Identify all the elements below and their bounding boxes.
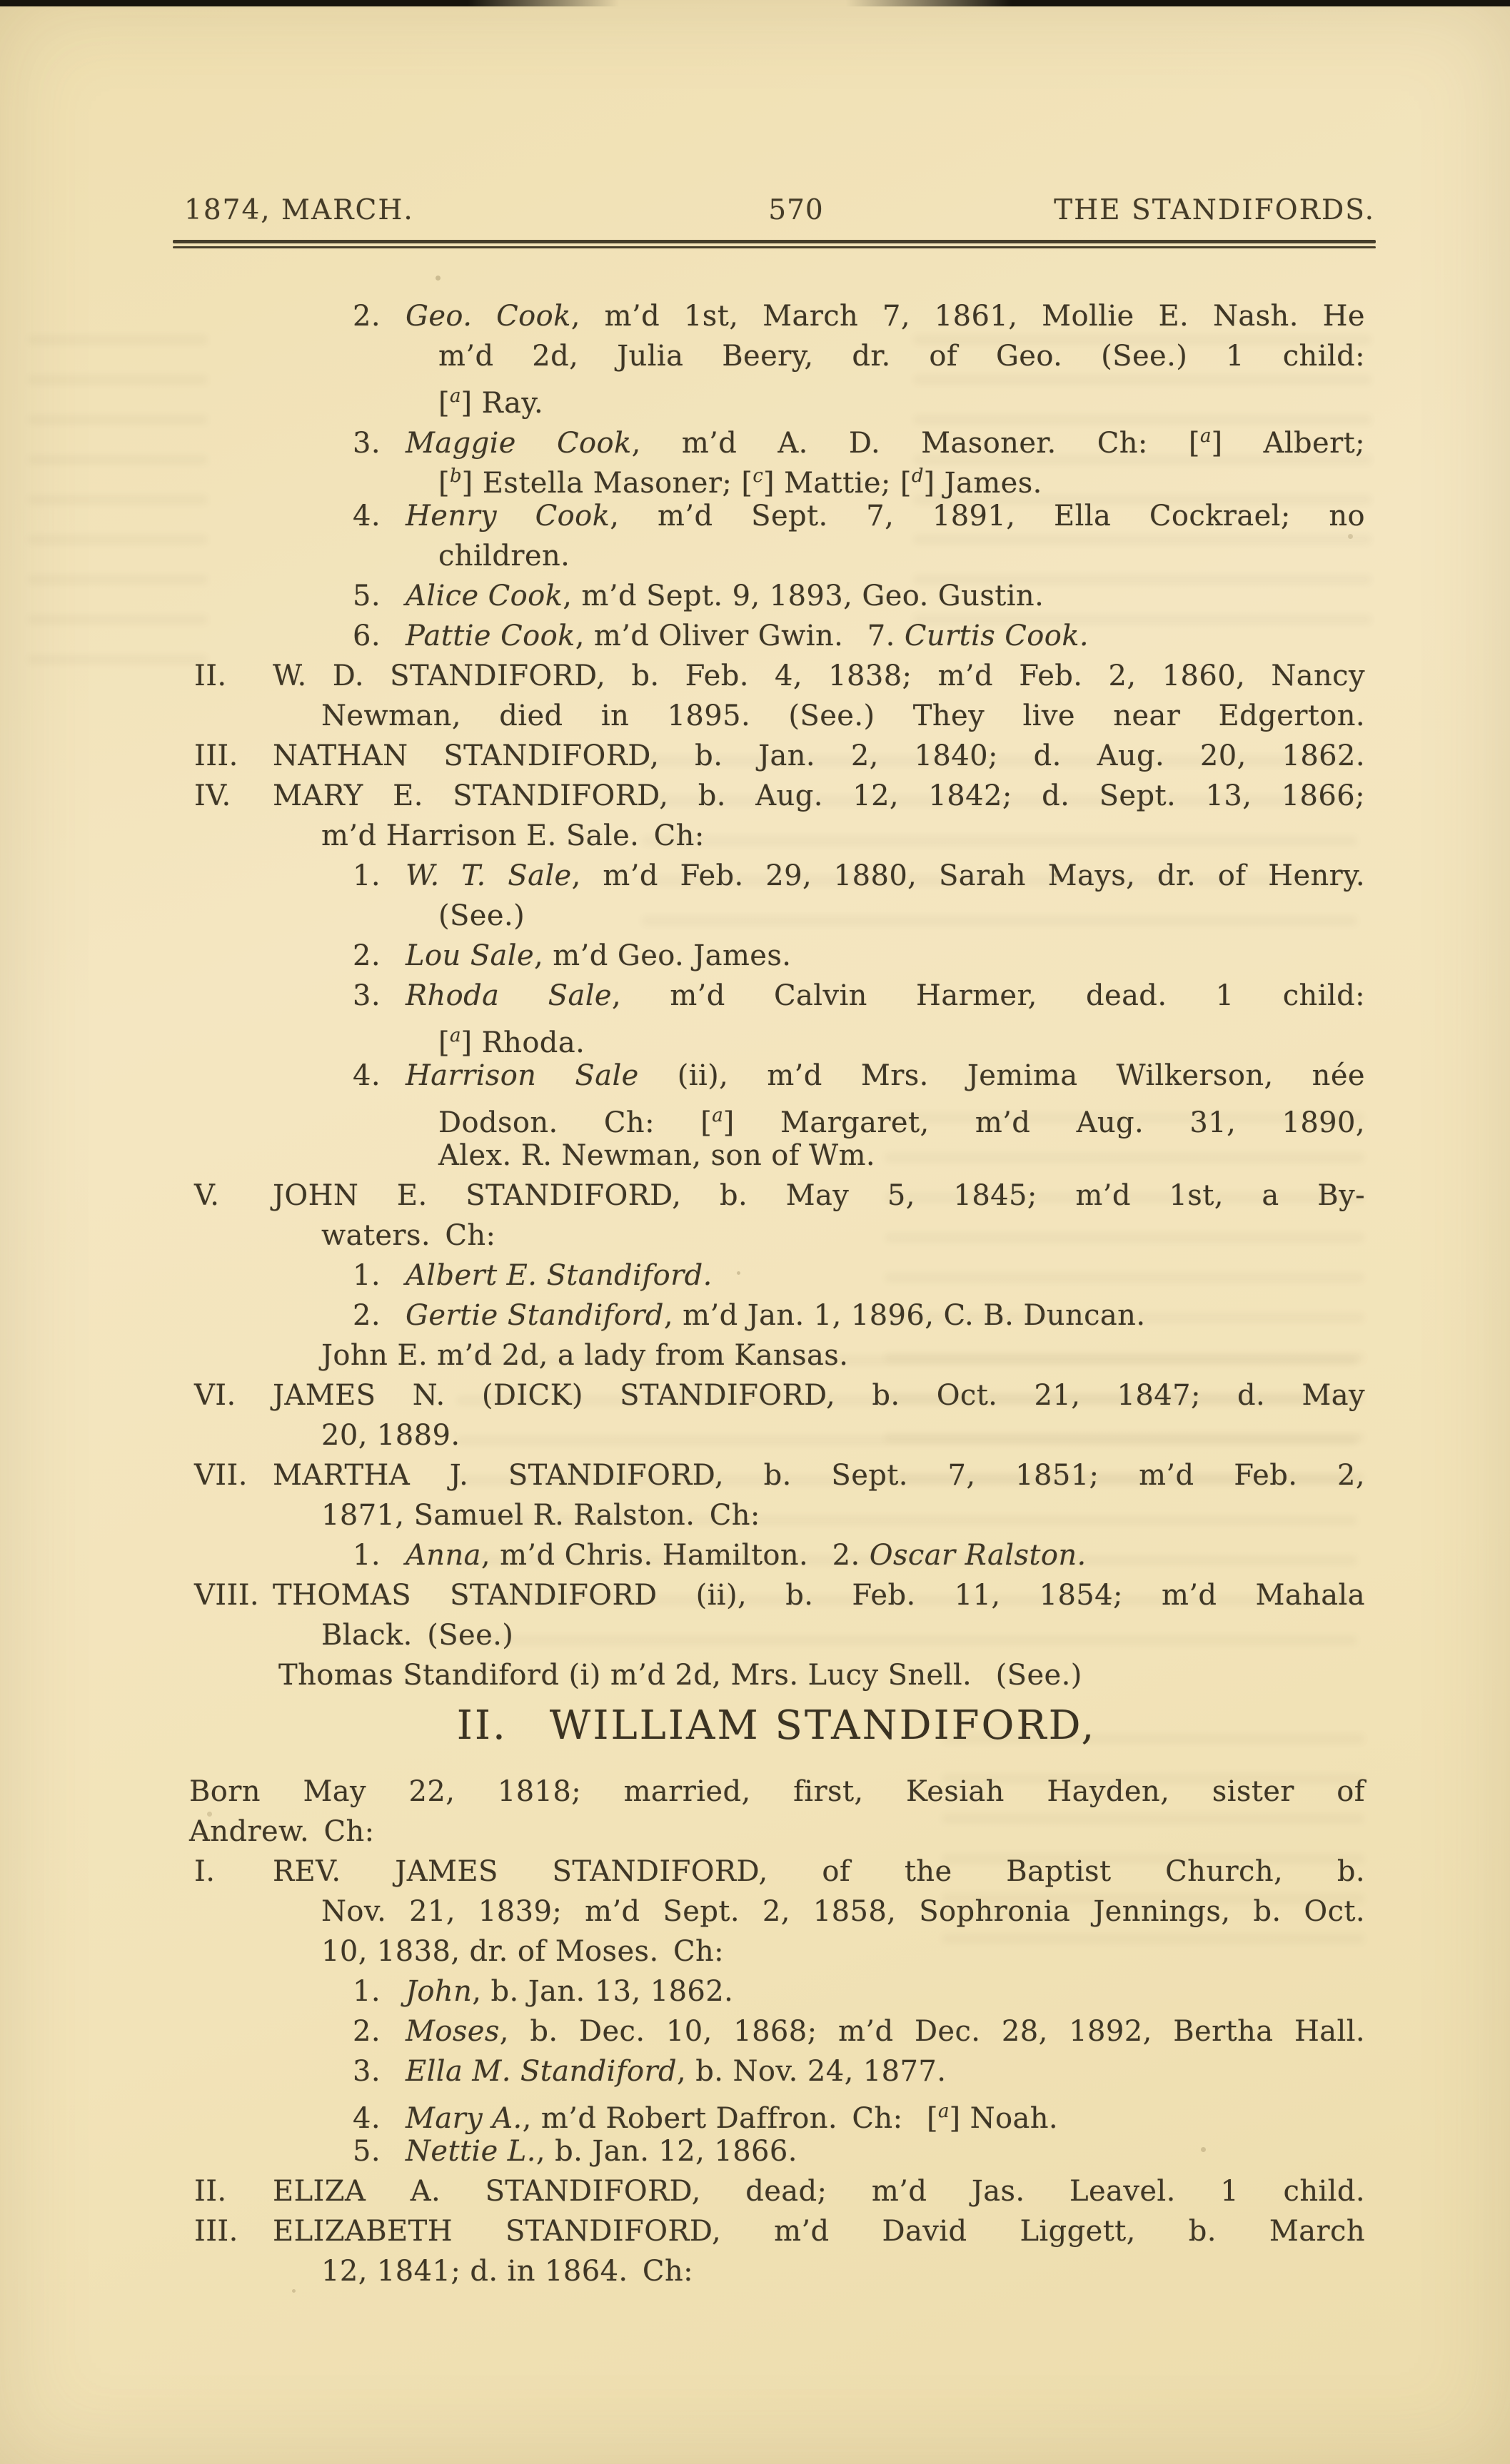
text-line: [0, 736, 1365, 776]
text-segment: , m’d Calvin Harmer, dead. 1 child:: [611, 979, 1365, 1012]
page-number: 570: [768, 194, 824, 226]
text-line: [0, 1296, 1365, 1335]
text-segment: Rhoda Sale: [406, 979, 612, 1012]
text-line: [0, 2171, 1365, 2211]
text-segment: , m’d Jan. 1, 1896, C. B. Duncan.: [663, 1299, 1146, 1332]
text-line: [0, 1971, 1365, 2011]
text-line: [0, 536, 1365, 576]
section2-lines: [0, 1772, 1365, 2291]
text-segment: Pattie Cook: [406, 620, 575, 652]
text-line: [0, 1892, 1365, 1932]
text-segment: 20, 1889.: [321, 1419, 460, 1452]
text-line: [0, 1812, 1365, 1852]
text-segment: JAMES N. (DICK) STANDIFORD, b. Oct. 21, 1847; d. May: [273, 1379, 1365, 1412]
text-segment: [: [438, 387, 451, 420]
text-segment: Curtis Cook.: [904, 620, 1089, 652]
text-segment: Oscar Ralston.: [869, 1539, 1087, 1572]
text-segment: ] Ray.: [460, 387, 544, 420]
text-segment: ] James.: [923, 467, 1042, 500]
text-segment: Albert E. Standiford.: [406, 1259, 713, 1292]
list-number: 6.: [353, 620, 381, 652]
text-segment: a: [712, 1105, 723, 1126]
text-segment: [: [438, 467, 451, 500]
text-segment: ELIZA A. STANDIFORD, dead; m’d Jas. Leavel. 1 child.: [273, 2175, 1365, 2208]
text-segment: , b. Nov. 24, 1877.: [677, 2055, 947, 2088]
text-segment: , m’d Sept. 9, 1893, Geo. Gustin.: [563, 580, 1045, 612]
rule-thin-line: [173, 246, 1376, 248]
list-number: VII.: [194, 1459, 248, 1492]
text-line: [0, 1575, 1365, 1615]
list-number: 2.: [353, 2015, 381, 2048]
text-segment: Geo. Cook: [406, 300, 571, 333]
text-line: [0, 1655, 1365, 1695]
text-line: [0, 1495, 1365, 1535]
list-number: 4.: [353, 2102, 381, 2135]
list-number: III.: [194, 2215, 238, 2248]
text-line: [0, 1176, 1365, 1216]
text-segment: Thomas Standiford (i) m’d 2d, Mrs. Lucy Snell. (See.): [278, 1659, 1082, 1692]
text-line: [0, 496, 1365, 536]
list-number: 3.: [353, 427, 381, 460]
text-segment: a: [450, 1025, 461, 1046]
text-line: [0, 776, 1365, 816]
text-segment: Dodson. Ch: [: [438, 1106, 713, 1139]
text-segment: Andrew. Ch:: [189, 1815, 375, 1848]
list-number: II.: [194, 2175, 227, 2208]
text-segment: JOHN E. STANDIFORD, b. May 5, 1845; m’d 1st, a By-: [273, 1179, 1365, 1212]
text-segment: 12, 1841; d. in 1864. Ch:: [321, 2255, 693, 2288]
list-number: 1.: [353, 859, 381, 892]
text-segment: Maggie Cook: [406, 427, 632, 460]
text-segment: , b. Jan. 13, 1862.: [472, 1975, 734, 2008]
text-segment: Alice Cook: [406, 580, 563, 612]
text-segment: MARY E. STANDIFORD, b. Aug. 12, 1842; d. Sept. 13, 1866;: [273, 779, 1365, 812]
text-line: [0, 696, 1365, 736]
list-number: I.: [194, 1855, 216, 1888]
text-line: [0, 2211, 1365, 2251]
text-segment: ] Margaret, m’d Aug. 31, 1890,: [723, 1106, 1365, 1139]
text-segment: Gertie Standiford: [406, 1299, 664, 1332]
text-line: [0, 456, 1365, 500]
text-segment: Harrison Sale: [406, 1059, 639, 1092]
scan-edge-strip: [0, 0, 1510, 6]
header-book-title: THE STANDIFORDS.: [1054, 194, 1375, 226]
text-segment: a: [450, 385, 461, 407]
text-segment: Newman, died in 1895. (See.) They live near Edgerton.: [321, 700, 1365, 732]
text-line: [0, 296, 1365, 336]
rule-thick-line: [173, 240, 1376, 243]
text-line: [0, 816, 1365, 856]
text-segment: Black. (See.): [321, 1619, 514, 1652]
text-segment: a: [938, 2101, 950, 2122]
section-heading: II. WILLIAM STANDIFORD,: [456, 1702, 1097, 1749]
text-line: [0, 2051, 1365, 2091]
text-segment: children.: [438, 540, 570, 572]
text-segment: , m’d Geo. James.: [534, 939, 792, 972]
text-segment: m’d Harrison E. Sale. Ch:: [321, 819, 705, 852]
text-line: [0, 1136, 1365, 1176]
text-segment: Henry Cook: [406, 500, 610, 532]
text-segment: Born May 22, 1818; married, first, Kesiah Hayden, sister of: [189, 1775, 1365, 1808]
text-segment: (ii), m’d Mrs. Jemima Wilkerson, née: [638, 1059, 1365, 1092]
text-segment: Moses: [406, 2015, 500, 2048]
text-line: [0, 1772, 1365, 1812]
text-segment: Mary A.: [406, 2102, 523, 2135]
list-number: 5.: [353, 2135, 381, 2168]
text-segment: Alex. R. Newman, son of Wm.: [438, 1139, 876, 1172]
text-segment: [: [438, 1026, 451, 1059]
list-number: 3.: [353, 2055, 381, 2088]
text-line: [0, 2251, 1365, 2291]
list-number: IV.: [194, 779, 231, 812]
text-line: [0, 1535, 1365, 1575]
text-segment: , m’d A. D. Masoner. Ch: [: [631, 427, 1200, 460]
text-line: [0, 2011, 1365, 2051]
text-line: [0, 1256, 1365, 1296]
text-segment: ] Estella Masoner; [: [461, 467, 753, 500]
text-segment: , m’d Robert Daffron. Ch: [: [522, 2102, 938, 2135]
text-line: [0, 1375, 1365, 1415]
text-segment: John E. m’d 2d, a lady from Kansas.: [321, 1339, 849, 1372]
text-segment: Anna: [406, 1539, 481, 1572]
list-number: 1.: [353, 1539, 381, 1572]
text-segment: John: [406, 1975, 473, 2008]
text-segment: b: [450, 465, 462, 487]
text-line: [0, 376, 1365, 420]
text-line: [0, 1335, 1365, 1375]
text-segment: ] Rhoda.: [460, 1026, 585, 1059]
text-segment: NATHAN STANDIFORD, b. Jan. 2, 1840; d. Aug. 20, 1862.: [273, 739, 1365, 772]
text-segment: Ella M. Standiford: [406, 2055, 678, 2088]
text-line: [0, 1016, 1365, 1059]
text-line: [0, 856, 1365, 896]
text-segment: W. T. Sale: [406, 859, 572, 892]
list-number: 4.: [353, 1059, 381, 1092]
text-line: [0, 656, 1365, 696]
text-line: [0, 1615, 1365, 1655]
text-segment: W. D. STANDIFORD, b. Feb. 4, 1838; m’d Feb. 2, 1860, Nancy: [273, 660, 1365, 692]
text-segment: d: [911, 465, 924, 487]
text-line: [0, 2091, 1365, 2135]
text-line: [0, 1932, 1365, 1971]
section1-lines: [0, 296, 1365, 1695]
list-number: 3.: [353, 979, 381, 1012]
text-line: [0, 1455, 1365, 1495]
text-segment: a: [1199, 425, 1212, 447]
text-line: [0, 416, 1365, 460]
text-segment: Nov. 21, 1839; m’d Sept. 2, 1858, Sophronia Jennings, b. Oct.: [321, 1895, 1365, 1928]
text-segment: THOMAS STANDIFORD (ii), b. Feb. 11, 1854; m’d Mahala: [273, 1579, 1365, 1612]
list-number: 1.: [353, 1259, 381, 1292]
text-line: [0, 1216, 1365, 1256]
text-line: [0, 576, 1365, 616]
text-segment: , b. Jan. 12, 1866.: [535, 2135, 797, 2168]
text-segment: , m’d Oliver Gwin. 7.: [575, 620, 905, 652]
text-segment: m’d 2d, Julia Beery, dr. of Geo. (See.) 1 child:: [438, 340, 1365, 373]
text-line: [0, 616, 1365, 656]
text-segment: ] Albert;: [1211, 427, 1365, 460]
list-number: III.: [194, 739, 238, 772]
text-segment: MARTHA J. STANDIFORD, b. Sept. 7, 1851; m’d Feb. 2,: [273, 1459, 1365, 1492]
text-line: [0, 976, 1365, 1016]
text-segment: , m’d Feb. 29, 1880, Sarah Mays, dr. of Henry.: [571, 859, 1365, 892]
header-date-label: 1874, MARCH.: [184, 194, 414, 226]
text-segment: , m’d 1st, March 7, 1861, Mollie E. Nash. He: [570, 300, 1365, 333]
text-segment: 10, 1838, dr. of Moses. Ch:: [321, 1935, 725, 1968]
text-segment: c: [753, 465, 763, 487]
list-number: VI.: [194, 1379, 236, 1412]
text-segment: , m’d Sept. 7, 1891, Ella Cockrael; no: [610, 500, 1366, 532]
text-segment: Lou Sale: [406, 939, 535, 972]
text-segment: , b. Dec. 10, 1868; m’d Dec. 28, 1892, Bertha Hall.: [499, 2015, 1365, 2048]
list-number: II.: [194, 660, 227, 692]
list-number: 1.: [353, 1975, 381, 2008]
text-segment: 1871, Samuel R. Ralston. Ch:: [321, 1499, 760, 1532]
list-number: 2.: [353, 1299, 381, 1332]
text-segment: ] Noah.: [949, 2102, 1059, 2135]
list-number: 5.: [353, 580, 381, 612]
text-line: [0, 1415, 1365, 1455]
text-line: [0, 936, 1365, 976]
text-line: [0, 1056, 1365, 1096]
text-segment: ] Mattie; [: [762, 467, 912, 500]
running-header: [0, 194, 1510, 228]
text-line: [0, 896, 1365, 936]
list-number: VIII.: [194, 1579, 260, 1612]
text-segment: (See.): [438, 899, 525, 932]
text-segment: , m’d Chris. Hamilton. 2.: [480, 1539, 870, 1572]
list-number: 4.: [353, 500, 381, 532]
text-segment: REV. JAMES STANDIFORD, of the Baptist Church, b.: [273, 1855, 1365, 1888]
text-segment: Nettie L.: [406, 2135, 536, 2168]
list-number: 2.: [353, 300, 381, 333]
text-segment: waters. Ch:: [321, 1219, 496, 1252]
text-segment: ELIZABETH STANDIFORD, m’d David Liggett, b. March: [273, 2215, 1365, 2248]
header-double-rule: [173, 240, 1376, 248]
list-number: 2.: [353, 939, 381, 972]
list-number: V.: [194, 1179, 220, 1212]
text-line: [0, 1096, 1365, 1139]
text-line: [0, 336, 1365, 376]
text-line: [0, 2131, 1365, 2171]
text-line: [0, 1852, 1365, 1892]
